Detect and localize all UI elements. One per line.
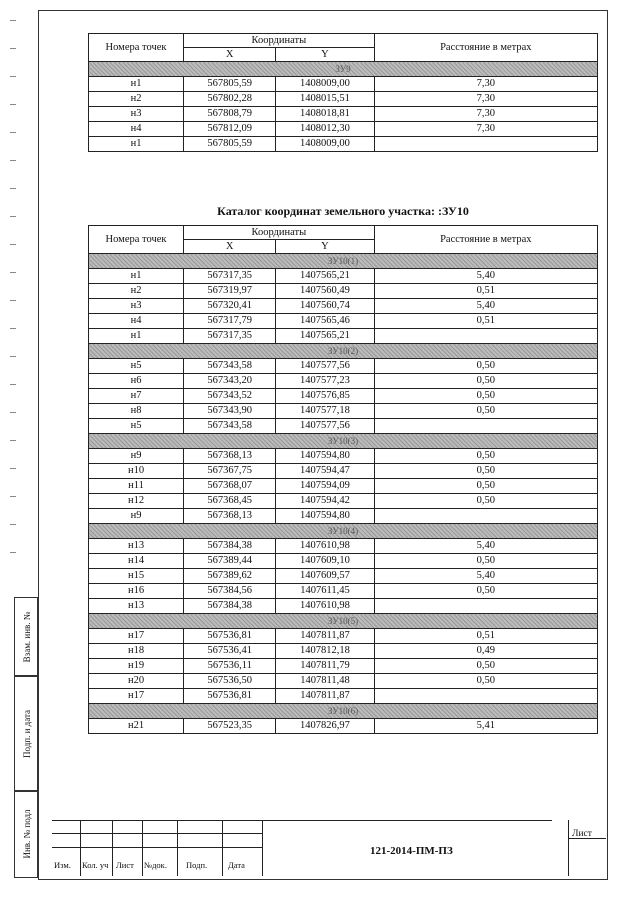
- band-label: ЗУ10(1): [89, 254, 598, 269]
- header-x: X: [184, 240, 276, 254]
- point-cell: н9: [89, 449, 184, 464]
- header-distance: Расстояние в метрах: [374, 34, 597, 62]
- stamp-izm: Изм.: [54, 860, 71, 870]
- x-cell: 567384,38: [184, 539, 276, 554]
- y-cell: 1407565,21: [276, 329, 374, 344]
- x-cell: 567536,81: [184, 689, 276, 704]
- point-cell: н13: [89, 539, 184, 554]
- table-row: [89, 509, 598, 524]
- table-row: [89, 419, 598, 434]
- distance-cell: 0,51: [374, 284, 597, 299]
- point-cell: н4: [89, 314, 184, 329]
- x-cell: 567317,35: [184, 329, 276, 344]
- y-cell: 1407594,80: [276, 449, 374, 464]
- point-cell: н2: [89, 284, 184, 299]
- binding-tick: [10, 440, 16, 441]
- x-cell: 567808,79: [184, 107, 276, 122]
- header-x: X: [184, 48, 276, 62]
- table-row: [89, 644, 598, 659]
- y-cell: 1407594,80: [276, 509, 374, 524]
- distance-cell: [374, 599, 597, 614]
- distance-cell: [374, 419, 597, 434]
- point-cell: н7: [89, 389, 184, 404]
- band-label: ЗУ10(3): [89, 434, 598, 449]
- point-cell: н4: [89, 122, 184, 137]
- x-cell: 567368,13: [184, 449, 276, 464]
- distance-cell: 5,40: [374, 569, 597, 584]
- x-cell: 567536,41: [184, 644, 276, 659]
- distance-cell: 0,51: [374, 629, 597, 644]
- binding-tick: [10, 412, 16, 413]
- distance-cell: 5,40: [374, 299, 597, 314]
- binding-tick: [10, 496, 16, 497]
- header-y: Y: [276, 48, 374, 62]
- table-row: [89, 374, 598, 389]
- header-coords: Координаты: [184, 34, 375, 48]
- y-cell: 1407812,18: [276, 644, 374, 659]
- table-row: [89, 464, 598, 479]
- distance-cell: 0,50: [374, 659, 597, 674]
- binding-tick: [10, 20, 16, 21]
- binding-tick: [10, 328, 16, 329]
- table-row: [89, 137, 598, 152]
- stamp-data: Дата: [228, 860, 245, 870]
- x-cell: 567317,35: [184, 269, 276, 284]
- x-cell: 567805,59: [184, 77, 276, 92]
- stub-vzam-label: Взам. инв. №: [22, 611, 32, 663]
- table-row: [89, 674, 598, 689]
- point-cell: н5: [89, 359, 184, 374]
- point-cell: н16: [89, 584, 184, 599]
- table-row: [89, 284, 598, 299]
- header-points: Номера точек: [89, 34, 184, 62]
- x-cell: 567367,75: [184, 464, 276, 479]
- distance-cell: [374, 509, 597, 524]
- x-cell: 567368,45: [184, 494, 276, 509]
- table-row: [89, 719, 598, 734]
- distance-cell: 0,50: [374, 389, 597, 404]
- y-cell: 1407577,18: [276, 404, 374, 419]
- y-cell: 1408009,00: [276, 77, 374, 92]
- x-cell: 567389,62: [184, 569, 276, 584]
- binding-tick: [10, 384, 16, 385]
- binding-tick: [10, 48, 16, 49]
- point-cell: н8: [89, 404, 184, 419]
- table-row: [89, 584, 598, 599]
- point-cell: н21: [89, 719, 184, 734]
- y-cell: 1407577,23: [276, 374, 374, 389]
- table-row: [89, 689, 598, 704]
- stub-podp-label: Подп. и дата: [22, 709, 32, 758]
- table-row: [89, 329, 598, 344]
- table-row: [89, 599, 598, 614]
- table-row: [89, 92, 598, 107]
- table-row: [89, 389, 598, 404]
- point-cell: н1: [89, 269, 184, 284]
- point-cell: н17: [89, 629, 184, 644]
- binding-tick: [10, 76, 16, 77]
- coord-table-zu9: [88, 33, 598, 152]
- distance-cell: 5,41: [374, 719, 597, 734]
- point-cell: н10: [89, 464, 184, 479]
- table-row: [89, 629, 598, 644]
- x-cell: 567805,59: [184, 137, 276, 152]
- table-row: [89, 569, 598, 584]
- x-cell: 567343,58: [184, 359, 276, 374]
- x-cell: 567317,79: [184, 314, 276, 329]
- band-row: [89, 254, 598, 269]
- binding-tick: [10, 216, 16, 217]
- y-cell: 1407594,42: [276, 494, 374, 509]
- x-cell: 567320,41: [184, 299, 276, 314]
- binding-tick: [10, 356, 16, 357]
- y-cell: 1407594,47: [276, 464, 374, 479]
- y-cell: 1407610,98: [276, 599, 374, 614]
- band-label: ЗУ9: [89, 62, 598, 77]
- table-row: [89, 554, 598, 569]
- stamp-ndok: №док.: [144, 860, 167, 870]
- y-cell: 1407577,56: [276, 359, 374, 374]
- x-cell: 567536,11: [184, 659, 276, 674]
- point-cell: н3: [89, 299, 184, 314]
- point-cell: н6: [89, 374, 184, 389]
- point-cell: н14: [89, 554, 184, 569]
- table-row: [89, 659, 598, 674]
- y-cell: 1407610,98: [276, 539, 374, 554]
- point-cell: н3: [89, 107, 184, 122]
- y-cell: 1407560,74: [276, 299, 374, 314]
- distance-cell: 0,50: [374, 449, 597, 464]
- y-cell: 1408012,30: [276, 122, 374, 137]
- stub-inv: [14, 790, 38, 878]
- binding-tick: [10, 524, 16, 525]
- binding-tick: [10, 244, 16, 245]
- binding-tick: [10, 160, 16, 161]
- y-cell: 1407560,49: [276, 284, 374, 299]
- stub-vzam: [14, 597, 38, 677]
- header-points: Номера точек: [89, 226, 184, 254]
- point-cell: н1: [89, 329, 184, 344]
- x-cell: 567343,90: [184, 404, 276, 419]
- document-code: 121-2014-ПМ-ПЗ: [370, 845, 453, 857]
- table-row: [89, 269, 598, 284]
- table-row: [89, 107, 598, 122]
- distance-cell: 5,40: [374, 269, 597, 284]
- y-cell: 1407811,87: [276, 689, 374, 704]
- point-cell: н20: [89, 674, 184, 689]
- distance-cell: 0,50: [374, 374, 597, 389]
- x-cell: 567343,20: [184, 374, 276, 389]
- binding-tick: [10, 300, 16, 301]
- distance-cell: 7,30: [374, 107, 597, 122]
- point-cell: н17: [89, 689, 184, 704]
- table-row: [89, 314, 598, 329]
- point-cell: н19: [89, 659, 184, 674]
- y-cell: 1407609,57: [276, 569, 374, 584]
- x-cell: 567384,38: [184, 599, 276, 614]
- band-row: [89, 434, 598, 449]
- stub-podp: [14, 675, 38, 792]
- point-cell: н1: [89, 137, 184, 152]
- binding-tick: [10, 552, 16, 553]
- distance-cell: [374, 329, 597, 344]
- binding-marks: [10, 20, 16, 580]
- stamp-kol: Кол. уч: [82, 860, 109, 870]
- distance-cell: 0,50: [374, 464, 597, 479]
- header-y: Y: [276, 240, 374, 254]
- distance-cell: 0,50: [374, 359, 597, 374]
- x-cell: 567523,35: [184, 719, 276, 734]
- distance-cell: 7,30: [374, 122, 597, 137]
- title-block: [52, 820, 606, 878]
- y-cell: 1407594,09: [276, 479, 374, 494]
- y-cell: 1407826,97: [276, 719, 374, 734]
- coord-table-zu10: [88, 225, 598, 734]
- distance-cell: 0,50: [374, 494, 597, 509]
- band-row: [89, 614, 598, 629]
- binding-tick: [10, 104, 16, 105]
- distance-cell: 0,50: [374, 479, 597, 494]
- band-label: ЗУ10(6): [89, 704, 598, 719]
- point-cell: н1: [89, 77, 184, 92]
- y-cell: 1407576,85: [276, 389, 374, 404]
- y-cell: 1407811,48: [276, 674, 374, 689]
- x-cell: 567389,44: [184, 554, 276, 569]
- x-cell: 567812,09: [184, 122, 276, 137]
- table-row: [89, 479, 598, 494]
- header-distance: Расстояние в метрах: [374, 226, 597, 254]
- distance-cell: 0,51: [374, 314, 597, 329]
- x-cell: 567384,56: [184, 584, 276, 599]
- table-row: [89, 299, 598, 314]
- distance-cell: 0,50: [374, 554, 597, 569]
- y-cell: 1408018,81: [276, 107, 374, 122]
- y-cell: 1408015,51: [276, 92, 374, 107]
- x-cell: 567343,58: [184, 419, 276, 434]
- band-row: [89, 704, 598, 719]
- distance-cell: 7,30: [374, 92, 597, 107]
- point-cell: н9: [89, 509, 184, 524]
- table-row: [89, 404, 598, 419]
- point-cell: н18: [89, 644, 184, 659]
- distance-cell: [374, 689, 597, 704]
- binding-tick: [10, 468, 16, 469]
- table-row: [89, 122, 598, 137]
- binding-tick: [10, 188, 16, 189]
- table-row: [89, 494, 598, 509]
- point-cell: н11: [89, 479, 184, 494]
- band-label: ЗУ10(2): [89, 344, 598, 359]
- distance-cell: 0,49: [374, 644, 597, 659]
- x-cell: 567343,52: [184, 389, 276, 404]
- table-row: [89, 77, 598, 92]
- distance-cell: [374, 137, 597, 152]
- y-cell: 1408009,00: [276, 137, 374, 152]
- y-cell: 1407565,46: [276, 314, 374, 329]
- x-cell: 567536,81: [184, 629, 276, 644]
- band-label: ЗУ10(4): [89, 524, 598, 539]
- stamp-list: Лист: [116, 860, 134, 870]
- point-cell: н13: [89, 599, 184, 614]
- point-cell: н15: [89, 569, 184, 584]
- stamp-podp: Подп.: [186, 860, 208, 870]
- x-cell: 567802,28: [184, 92, 276, 107]
- distance-cell: 7,30: [374, 77, 597, 92]
- point-cell: н2: [89, 92, 184, 107]
- x-cell: 567536,50: [184, 674, 276, 689]
- band-row: [89, 344, 598, 359]
- stub-inv-label: Инв. № подл: [22, 809, 32, 859]
- y-cell: 1407811,79: [276, 659, 374, 674]
- table-row: [89, 449, 598, 464]
- distance-cell: 0,50: [374, 584, 597, 599]
- table-row: [89, 539, 598, 554]
- y-cell: 1407577,56: [276, 419, 374, 434]
- catalog-title: Каталог координат земельного участка: :ЗУ10: [217, 204, 469, 218]
- binding-tick: [10, 132, 16, 133]
- distance-cell: 0,50: [374, 404, 597, 419]
- y-cell: 1407611,45: [276, 584, 374, 599]
- x-cell: 567319,97: [184, 284, 276, 299]
- y-cell: 1407565,21: [276, 269, 374, 284]
- distance-cell: 0,50: [374, 674, 597, 689]
- header-coords: Координаты: [184, 226, 375, 240]
- y-cell: 1407609,10: [276, 554, 374, 569]
- point-cell: н5: [89, 419, 184, 434]
- sheet-label: Лист: [572, 829, 592, 839]
- x-cell: 567368,07: [184, 479, 276, 494]
- table-row: [89, 359, 598, 374]
- binding-tick: [10, 272, 16, 273]
- y-cell: 1407811,87: [276, 629, 374, 644]
- band-label: ЗУ10(5): [89, 614, 598, 629]
- band-row: [89, 524, 598, 539]
- x-cell: 567368,13: [184, 509, 276, 524]
- distance-cell: 5,40: [374, 539, 597, 554]
- point-cell: н12: [89, 494, 184, 509]
